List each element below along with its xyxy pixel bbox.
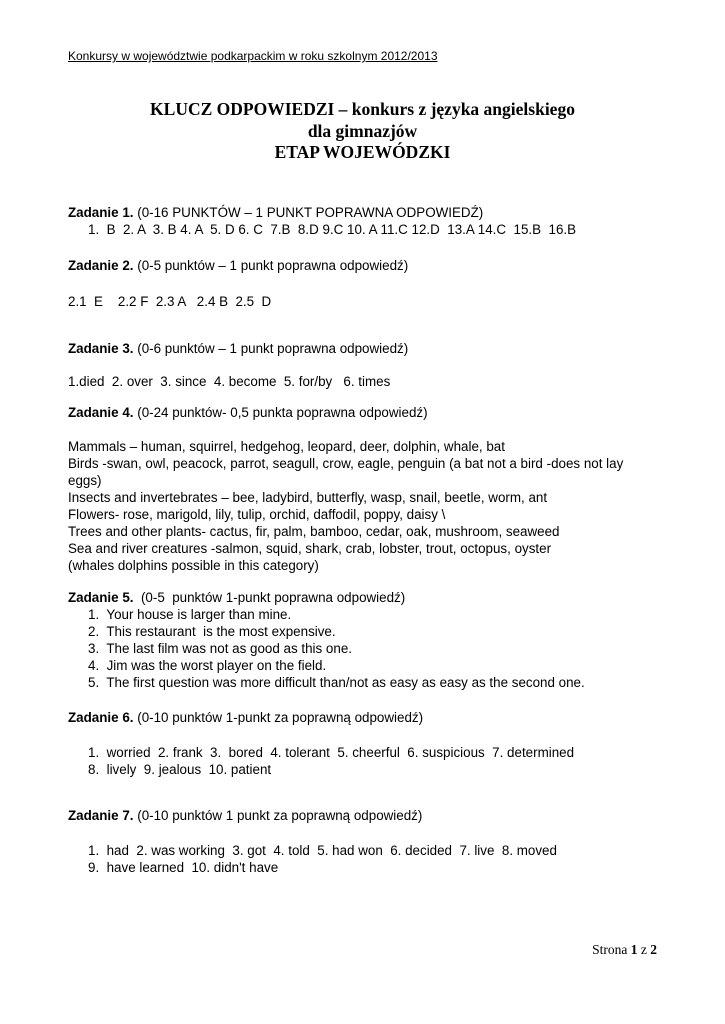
task-5-item-4: 4. Jim was the worst player on the field. <box>88 657 327 673</box>
task-6-answers <box>68 744 657 778</box>
task-1-answers: 1. B 2. A 3. B 4. A 5. D 6. C 7.B 8.D 9.C 10. A 11.C 12.D 13.A 14.C 15.B 16.B <box>88 221 577 237</box>
task-6-section <box>68 709 657 778</box>
task-7-line-1: 1. had 2. was working 3. got 4. told 5. had won 6. decided 7. live 8. moved <box>88 842 557 858</box>
task-6-line-1: 1. worried 2. frank 3. bored 4. tolerant 5. cheerful 6. suspicious 7. determined <box>88 744 575 760</box>
task-3-section <box>68 340 657 390</box>
task-5-item-3: 3. The last film was not as good as this one. <box>88 640 352 656</box>
footer-separator: z <box>640 942 647 957</box>
task-4-line-flowers: Flowers- rose, marigold, lily, tulip, orchid, daffodil, poppy, daisy \ <box>68 506 446 522</box>
task-7-heading <box>68 807 657 824</box>
task-2-desc: (0-5 punktów – 1 punkt poprawna odpowiedź) <box>137 257 409 273</box>
task-5-label: Zadanie 5. <box>68 589 134 605</box>
task-3-label: Zadanie 3. <box>68 340 134 356</box>
task-7-line-2: 9. have learned 10. didn't have <box>88 859 279 875</box>
task-5-item-5: 5. The first question was more difficult than/not as easy as easy as the second one. <box>88 674 585 690</box>
task-6-line-2: 8. lively 9. jealous 10. patient <box>88 761 272 777</box>
page-footer <box>592 941 657 958</box>
footer-label: Strona <box>592 942 628 957</box>
task-3-answers: 1.died 2. over 3. since 4. become 5. for/by 6. times <box>68 373 391 389</box>
task-3-heading <box>68 340 657 357</box>
task-6-desc: (0-10 punktów 1-punkt za poprawną odpowiedź) <box>137 709 424 725</box>
task-4-line-trees: Trees and other plants- cactus, fir, palm, bamboo, cedar, oak, mushroom, seaweed <box>68 523 560 539</box>
title-line-3: ETAP WOJEWÓDZKI <box>274 142 451 162</box>
task-7-section <box>68 807 657 876</box>
task-4-answers <box>68 438 657 574</box>
task-1-heading <box>68 204 657 221</box>
footer-page-number: 1 <box>630 942 638 957</box>
task-1-desc: (0-16 PUNKTÓW – 1 PUNKT POPRAWNA ODPOWIEDŹ) <box>137 204 484 220</box>
document-title <box>68 99 657 164</box>
task-4-label: Zadanie 4. <box>68 404 134 420</box>
task-7-answers <box>68 842 657 876</box>
task-2-section <box>68 257 657 310</box>
task-4-line-mammals: Mammals – human, squirrel, hedgehog, leopard, deer, dolphin, whale, bat <box>68 438 505 454</box>
task-5-item-1: 1. Your house is larger than mine. <box>88 606 292 622</box>
task-4-desc: (0-24 punktów- 0,5 punkta poprawna odpowiedź) <box>137 404 428 420</box>
title-line-2: dla gimnazjów <box>307 120 418 141</box>
task-6-heading <box>68 709 657 726</box>
task-5-section <box>68 589 657 691</box>
task-4-line-birds: Birds -swan, owl, peacock, parrot, seagull, crow, eagle, penguin (a bat not a bird -does not lay eggs) <box>68 455 628 488</box>
task-4-line-insects: Insects and invertebrates – bee, ladybird, butterfly, wasp, snail, beetle, worm, ant <box>68 489 548 505</box>
title-line-1: KLUCZ ODPOWIEDZI – konkurs z języka angielskiego <box>150 99 575 119</box>
document-header: Konkursy w województwie podkarpackim w roku szkolnym 2012/2013 <box>68 49 438 63</box>
task-4-line-sea: Sea and river creatures -salmon, squid, shark, crab, lobster, trout, octopus, oyster <box>68 540 552 556</box>
task-2-label: Zadanie 2. <box>68 257 134 273</box>
task-6-label: Zadanie 6. <box>68 709 134 725</box>
task-4-line-note: (whales dolphins possible in this category) <box>68 557 319 573</box>
task-5-answers <box>68 606 657 691</box>
task-3-desc: (0-6 punktów – 1 punkt poprawna odpowiedź) <box>137 340 409 356</box>
task-1-label: Zadanie 1. <box>68 204 134 220</box>
task-2-answers: 2.1 E 2.2 F 2.3 A 2.4 B 2.5 D <box>68 293 272 309</box>
task-5-item-2: 2. This restaurant is the most expensive. <box>88 623 336 639</box>
task-2-heading <box>68 257 657 274</box>
task-4-section <box>68 404 657 574</box>
task-5-desc: (0-5 punktów 1-punkt poprawna odpowiedź) <box>137 589 406 605</box>
task-7-desc: (0-10 punktów 1 punkt za poprawną odpowiedź) <box>137 807 423 823</box>
footer-total-pages: 2 <box>650 942 657 957</box>
task-4-heading <box>68 404 657 421</box>
task-5-heading <box>68 589 657 606</box>
task-7-label: Zadanie 7. <box>68 807 134 823</box>
task-1-section <box>68 204 657 238</box>
